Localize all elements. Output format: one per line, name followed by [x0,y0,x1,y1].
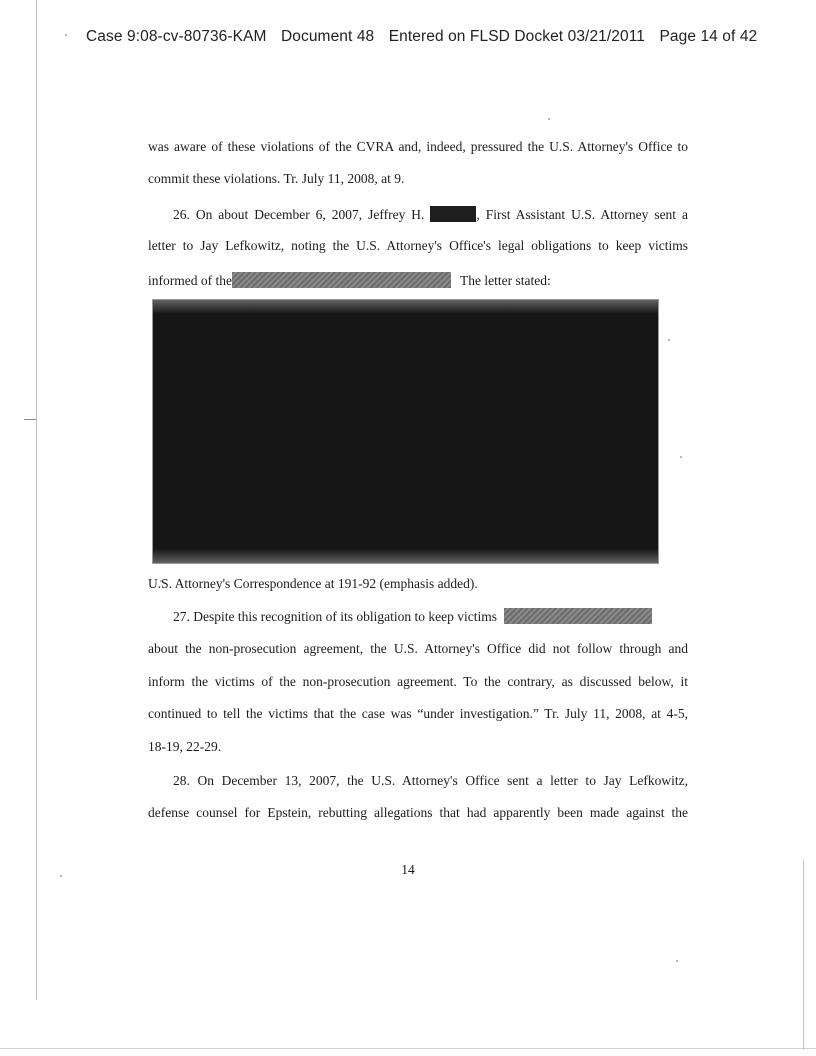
redaction-inline [504,608,652,624]
body-line: 18-19, 22-29. [148,739,222,754]
redacted-quotation-block [153,300,658,563]
body-line-redacted [148,272,688,289]
body-line: about the non-prosecution agreement, the U.S. Attorney's Office did not follow through and [148,641,688,656]
paragraph-26-line [148,206,688,223]
body-text: The letter stated: [459,273,551,288]
body-line: commit these violations. Tr. July 11, 2008, at 9. [148,171,405,186]
case-number: Case 9:08-cv-80736-KAM [86,28,267,45]
paragraph-28-line: 28. On December 13, 2007, the U.S. Attorney's Office sent a letter to Jay Lefkowitz, [173,773,688,788]
docket-header [86,28,786,46]
body-line: continued to tell the victims that the case was “under investigation.” Tr. July 11, 2008, at 4-5, [148,706,688,721]
body-line: inform the victims of the non-prosecution agreement. To the contrary, as discussed below, it [148,674,688,689]
scan-margin-line [36,0,37,1000]
scan-margin-tick [24,419,36,420]
body-line: letter to Jay Lefkowitz, noting the U.S. Attorney's Office's legal obligations to keep victims [148,238,688,253]
redaction-name [430,206,476,222]
scan-edge-line [803,860,804,1050]
docket-entry-date: Entered on FLSD Docket 03/21/2011 [388,28,646,45]
scan-speck [680,456,682,458]
paragraph-26-text-cont: , First Assistant U.S. Attorney sent a [476,207,689,222]
scan-speck [668,339,670,341]
paragraph-26-text: 26. On about December 6, 2007, Jeffrey H. [173,207,425,222]
redaction-inline [232,272,451,288]
page-number: 14 [401,862,415,877]
citation-line: U.S. Attorney's Correspondence at 191-92 (emphasis added). [148,576,478,591]
scan-speck [676,960,678,962]
body-text: informed of the [148,273,232,288]
scan-bottom-edge [0,1048,816,1049]
scan-speck [548,118,550,120]
paragraph-27-text: 27. Despite this recognition of its obligation to keep victims [173,609,497,624]
paragraph-27-line [148,608,721,625]
body-line: defense counsel for Epstein, rebutting allegations that had apparently been made against the [148,805,688,820]
body-line: was aware of these violations of the CVRA and, indeed, pressured the U.S. Attorney's Office to [148,139,688,154]
page-indicator: Page 14 of 42 [659,28,758,45]
scan-speck [65,34,67,36]
document-number: Document 48 [280,28,375,45]
